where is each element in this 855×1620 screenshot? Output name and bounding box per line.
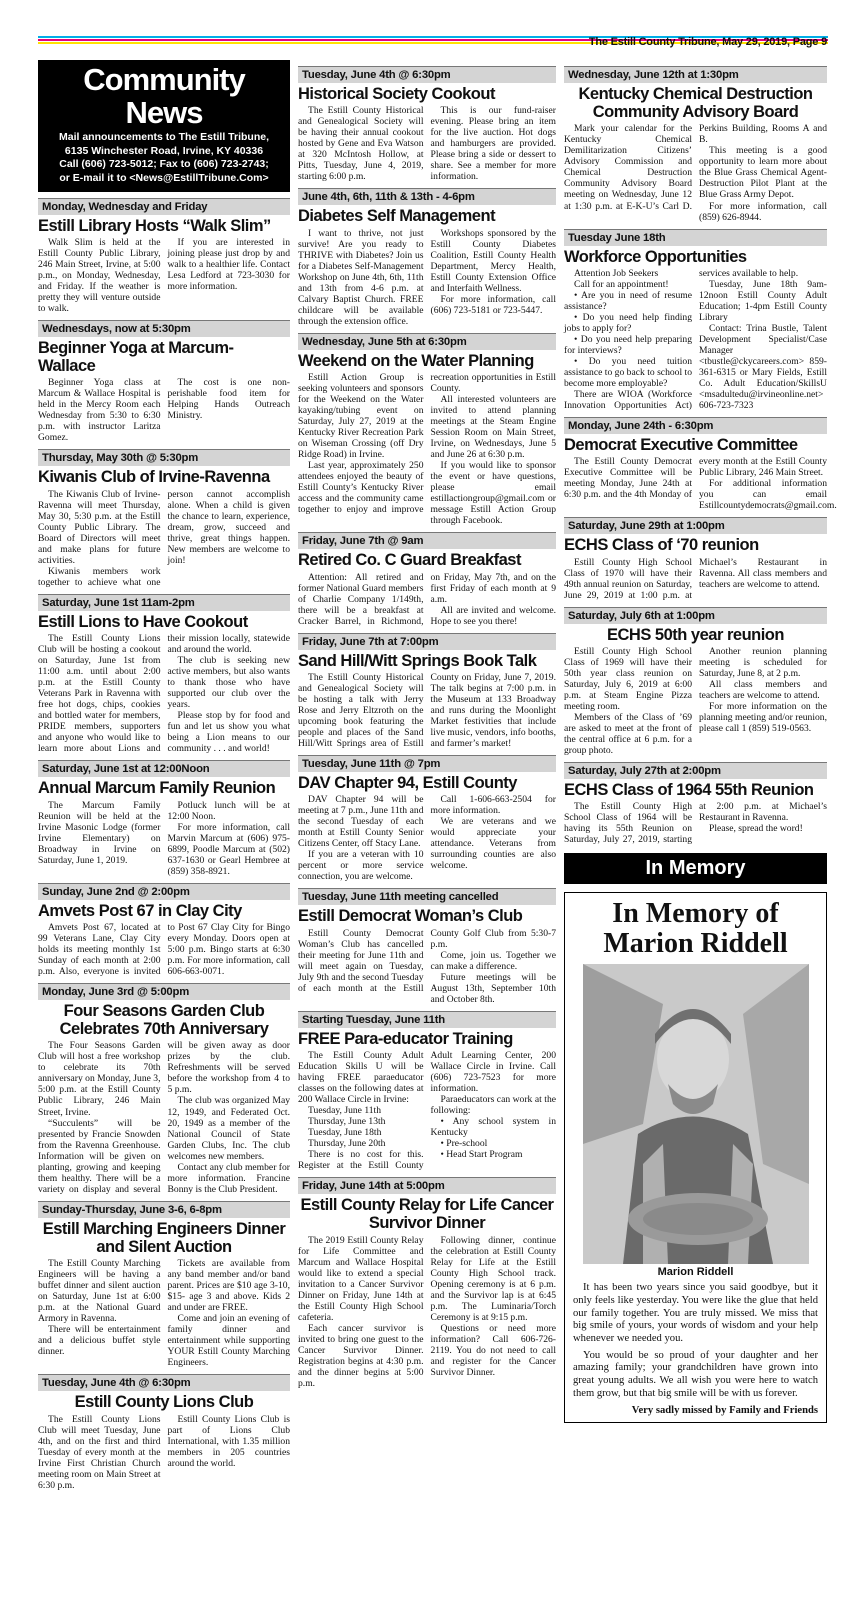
article-paragraph: The cost is one non-perishable food item for Helping Hands Outreach Ministry. [167,377,290,422]
article-headline: Workforce Opportunities [564,247,747,266]
article-headline: Retired Co. C Guard Breakfast [298,551,521,570]
article-paragraph: This is our fund-raiser evening. Please bring an item for the live auction. Hot dogs and hamburgers are provided. Please bring a side or dessert to share. See a member for more information. [430,105,556,183]
date-bar: Sunday, June 2nd @ 2:00pm [38,883,290,900]
column-2 [298,60,556,1389]
article-body [564,646,827,756]
article-paragraph: Amvets Post 67, located at 99 Veterans Lane, Clay City holds its meeting monthly 1st Sunday of each month at 2:00 p.m. Also, everyone is invited to Post 67 Clay City for Bingo every Monday. Doors open at 5:00 p.m. Bingo starts at 6:30 p.m. For more information, call 606-663-0071. [38,921,290,978]
article-paragraph: Estill County High School Class of 1969 will have their 50th year class reunion on Saturday, July 6, 2019 at 6:00 p.m. at Steam Engine Pizza meeting room. [564,645,692,712]
article-paragraph: If you are a veteran with 10 percent or more service connection, you are welcome. [298,849,424,883]
masthead-line: or E-mail it to <News@EstillTribune.Com> [59,172,269,185]
article-headline: FREE Para-educator Training [298,1029,513,1048]
article-body [298,372,556,526]
date-bar: Saturday, June 29th at 1:00pm [564,517,827,534]
article-paragraph: Come and join an evening of family dinner and entertainment while supporting YOUR Estill County Marching Engineers. [167,1313,290,1369]
article-paragraph: Estill Action Group is seeking volunteers and sponsors for the Weekend on the Water kayaking/tubing event on Saturday, July 27, 2019 at the Kentucky River Recreation Park on Wiseman Crossing (off Dry Ridge Road) in Irvine. [298,371,424,461]
article-headline: Estill Lions to Have Cookout [38,612,248,631]
article-body [38,1040,290,1194]
article-paragraph: Another reunion planning meeting is scheduled for Saturday, June 8, at 2 p.m. [699,645,827,679]
col2-articles [298,66,556,1389]
masthead-title: Community News [83,62,245,130]
article-paragraph: The Kiwanis Club of Irvine-Ravenna will meet Thursday, May 30, 5:30 p.m. at the Estill County Public Library. The Board of Directors will meet and make plans for future activities. [38,488,161,566]
article-paragraph: Beginner Yoga class at Marcum & Wallace Hospital is held in the Mercy Room each Wednesday from 5:30 to 6:30 p.m. with instructor Laritza Gomez. [38,377,161,444]
article-paragraph: Tickets are available from any band member and/or band parent. Prices are $10 age 3-10, $15- age 3 and above. Kids 2 and under are FREE. [167,1258,290,1314]
article-headline: Kiwanis Club of Irvine-Ravenna [38,468,270,487]
article-paragraph: The Estill County Adult Education Skills U will be having FREE paraeducator classes on the following dates at 200 Wallace Circle in Irvine: [298,1049,424,1106]
masthead [38,60,290,192]
article-paragraph: Call 1-606-663-2504 for more information. [430,794,556,817]
article-body [564,268,827,411]
article-paragraph: The Estill County Lions Club will meet Tuesday, June 4th, and on the first and third Tuesday of every month at the Irvine First Christian Church meeting room on Main Street at 6:30 p.m. [38,1413,161,1491]
article-paragraph: The Four Seasons Garden Club will host a free workshop to celebrate its 70th anniversary on Monday, June 3, 5:00 p.m. at the Estill County Public Library, 246 Main Street, Irvine. [38,1040,161,1118]
memorial-title-line: Marion Riddell [603,927,788,959]
article [38,320,290,443]
article-body [564,557,827,601]
article-body [298,1235,556,1389]
memorial-photo [583,964,809,1264]
article-paragraph: Potluck lunch will be at 12:00 Noon. [167,799,290,822]
article-body [564,801,827,845]
article-paragraph: “Succulents” will be presented by Francie Snowden from the Ravenna Greenhouse. Information will be given on planting, growing and keeping them healthy. There will be a variety on display and several will be given away as door prizes by the club. Refreshments will be served before the workshop from 4 to 5 p.m. [38,1040,290,1195]
article-body [38,800,290,877]
col3-articles [564,66,837,846]
page-header: The Estill County Tribune, May 29, 2019, Page 9 [588,36,827,48]
article-headline: Diabetes Self Management [298,207,496,226]
date-bar: Friday, June 7th at 7:00pm [298,633,556,650]
photo-caption: Marion Riddell [657,1266,734,1279]
article-paragraph: All class members and teachers are welcome to attend. [699,678,827,701]
article-paragraph: • Do you need help finding jobs to apply for? [564,311,692,334]
article-paragraph: Contact any club member for more information. Francine Bonny is the Club President. [167,1161,290,1195]
article-body [298,672,556,749]
article-headline: Estill Democrat Woman’s Club [298,907,523,926]
article [298,188,556,326]
masthead-line: Call (606) 723-5012; Fax to (606) 723-2743; [59,158,269,171]
date-bar: Wednesday, June 5th at 6:30pm [298,333,556,350]
article-paragraph: There are WIOA (Workforce Innovation Opportunities Act) services available to help. [564,267,799,412]
column-3 [564,60,837,1423]
date-bar: Tuesday, June 11th meeting cancelled [298,888,556,905]
date-bar: Starting Tuesday, June 11th [298,1011,556,1028]
masthead-line: 6135 Winchester Road, Irvine, KY 40336 [64,144,264,157]
article-paragraph: Tuesday, June 11th [308,1105,382,1117]
article-paragraph: For more information, call (606) 723-5181 or 723-5447. [430,293,556,316]
article-paragraph: Kiwanis members work together to achieve what one person cannot accomplish alone. When a child is given the chance to learn, experience, dream, grow, succeed and thrive, great things happen. New members are welcome to join! [38,488,290,588]
date-bar: Tuesday June 18th [564,229,827,246]
article-headline: Democrat Executive Committee [564,436,798,455]
column-1 [38,60,290,1491]
article-headline: Four Seasons Garden Club Celebrates 70th Anniversary [59,1002,269,1039]
article-paragraph: Attention Job Seekers [574,267,659,279]
memorial-title-line: In Memory of [612,898,779,930]
article-body [298,928,556,1005]
article-paragraph: Questions or need more information? Call 606-726-2119. You do not need to call and register for the Cancer Survivor Dinner. [430,1322,556,1378]
article-body [298,105,556,182]
article [564,517,827,600]
memorial-paragraph: You would be so proud of your daughter and her amazing family; your grandchildren have grown into great young adults. We all wish you were here to watch them grow, but that big smile will be with us forever. [573,1349,818,1399]
article [38,594,290,754]
article-paragraph: For more information, call Marvin Marcum at (606) 975-6899, Poodle Marcum at (502) 637-1630 or Gearl Hembree at (859) 358-8921. [167,821,290,877]
article-headline: Estill County Relay for Life Cancer Survivor Dinner [300,1196,554,1233]
article-paragraph: If you are interested in joining please just drop by and walk to a healthier life. Contact Lesa Ledford at 723-3030 for more information. [167,236,290,292]
article-body [38,1414,290,1491]
article-paragraph: Last year, approximately 250 attendees enjoyed the beauty of Estill County’s Kentucky River access and the community came together to enjoy and improve recreation opportunities in Estill County. [298,371,556,516]
date-bar: Friday, June 14th at 5:00pm [298,1177,556,1194]
date-bar: Monday, June 3rd @ 5:00pm [38,983,290,1000]
article-headline: Estill Marching Engineers Dinner and Silent Auction [42,1219,286,1256]
article-body [298,228,556,327]
article-paragraph: For more information on the planning meeting and/or reunion, please call 1 (859) 519-0563. [699,700,827,735]
article-paragraph: Tuesday, June 18th 9am-12noon Estill County Adult Education; 1-4pm Estill County Library [699,278,827,323]
col1-articles [38,198,290,1491]
article-paragraph: • Do you need help preparing for interviews? [564,333,692,356]
article-paragraph: • Are you in need of resume assistance? [564,289,692,312]
article [564,417,837,512]
article-headline: Estill County Lions Club [74,1393,254,1412]
article [298,333,556,527]
article-paragraph: There will be entertainment and a delicious buffet style dinner. [38,1324,161,1358]
article-paragraph: The Estill County Marching Engineers will be having a buffet dinner and silent auction on Saturday, June 1st at 6:00 p.m. at the National Guard Armory in Ravenna. [38,1258,161,1325]
article-paragraph: The Estill County High School Class of 1964 will be having its 55th Reunion on Saturday, July 27, 2019, starting at 2:00 p.m. at Michael’s Restaurant in Ravenna. [564,801,827,846]
date-bar: Saturday, June 1st 11am-2pm [38,594,290,611]
article [564,229,827,412]
article-paragraph: The Marcum Family Reunion will be held at the Irvine Masonic Lodge (former Irvine Elementary) on Broadway in Irvine on Saturday, June 1, 2019. [38,799,161,866]
article-paragraph: Following dinner, continue the celebration at Estill County Relay for Life at the Estill County High School track. Opening ceremony is at 6 p.m. and the Survivor lap is at 6:45 p.m. The Luminaria/Torch Ceremony is at 9:15 p.m. [430,1234,556,1323]
article-body [298,794,556,882]
article [564,607,827,756]
memorial-box [564,892,827,1422]
article [298,755,556,882]
article-paragraph: For additional information you can email Estillcountydemocrats@gmail.com. [699,478,837,512]
article-paragraph: The Estill County Historical and Genealogical Society will be hosting a talk with Jerry Rose and Jerry Eltzroth on the upcoming book featuring the people and places of the Sand Hill/Witt Springs area of Estill County on Friday, June 7, 2019. The talk begins at 7:00 p.m. in the Museum at 133 Broadway and runs during the Moonlight Market festivities that include live music, vendors, info booths, and farmer’s market! [298,671,557,749]
memorial-paragraph: It has been two years since you said goodbye, but it only feels like yesterday. You were like the glue that held our family together. You are truly missed. We miss that big smile of yours, your words of wisdom and your help whenever we needed you. [573,1282,818,1344]
date-bar: Tuesday, June 4th @ 6:30pm [38,1374,290,1391]
article [38,760,290,876]
article-body [38,922,290,977]
date-bar: Wednesday, June 12th at 1:30pm [564,66,827,83]
article-paragraph: I want to thrive, not just survive! Are you ready to THRIVE with Diabetes? Join us for a Diabetes Self-Management Workshop on June 4th, 6th, 11th and 13th from 4-6 p.m. at Calvary Baptist Church. FREE childcare will be available through the extension office. [298,227,424,327]
article [38,198,290,314]
article-headline: DAV Chapter 94, Estill County [298,774,517,793]
article-body [564,456,837,512]
date-bar: Tuesday, June 4th @ 6:30pm [298,66,556,83]
article-paragraph: If you would like to sponsor the event or have questions, please email estillactiongroup@gmail.com or message Estill Action Group through Facebook. [430,460,556,527]
article [38,883,290,977]
date-bar: Saturday, July 27th at 2:00pm [564,762,827,779]
article-paragraph: • Pre-school [440,1138,488,1150]
article [298,1177,556,1389]
article [38,983,290,1195]
article [38,449,290,587]
date-bar: Saturday, July 6th at 1:00pm [564,607,827,624]
article-paragraph: There is no cost for this. Register at the Estill County Adult Learning Center, 200 Wallace Circle in Irvine. Call (606) 723-7523 for more information. [298,1049,556,1172]
article-paragraph: Walk Slim is held at the Estill County Public Library, 246 Main Street, Irvine, at 5:00 p.m., on Monday, Wednesday, and Friday. If the weather is pretty they will venture outside to walk. [38,236,161,314]
article [298,1011,556,1171]
article-headline: Kentucky Chemical Destruction Community Advisory Board [578,85,813,122]
date-bar: Sunday-Thursday, June 3-6, 6-8pm [38,1201,290,1218]
article-paragraph: Come, join us. Together we can make a difference. [430,949,556,972]
article-headline: Sand Hill/Witt Springs Book Talk [298,651,537,670]
article-paragraph: DAV Chapter 94 will be meeting at 7 p.m., June 11th and the second Tuesday of each month at Estill County Senior Citizens Center, off Stacy Lane. [298,794,424,850]
article-paragraph: Thursday, June 20th [308,1138,386,1150]
article-paragraph: All interested volunteers are invited to attend planning meetings at the Steam Engine Session Room on Main Street, Irvine, on Wednesdays, June 5 and June 26 at 6:30 p.m. [430,393,556,461]
article-headline: ECHS Class of ‘70 reunion [564,536,759,555]
article-paragraph: The 2019 Estill County Relay for Life Committee and Marcum and Wallace Hospital would like to extend a special invitation to a Cancer Survivor Dinner on Friday, June 14th at the Estill County High School cafeteria. [298,1234,424,1323]
article [298,66,556,182]
article-paragraph: We are veterans and we would appreciate your attendance. Veterans from surrounding counties are also welcome. [430,816,556,872]
article-body [38,633,290,754]
article-paragraph: Call for an appointment! [574,278,669,290]
in-memory-banner: In Memory [564,853,827,884]
article-body [564,123,827,222]
article-paragraph: Estill County Democrat Woman’s Club has cancelled their meeting for June 11th and will meet again on Tuesday, July 9th and the second Tuesday of each month at the Estill County Golf Club from 5:30-7 p.m. [298,927,556,994]
article-paragraph: For more information, call (859) 626-8944. [699,200,827,223]
article [38,1201,290,1369]
memorial-signature: Very sadly missed by Family and Friends [631,1404,818,1416]
article-paragraph: • Any school system in Kentucky [430,1116,556,1139]
article-paragraph: Estill County Lions Club is part of Lions Club International, with 1.35 million members in 205 countries around the world. [167,1413,290,1469]
article-paragraph: Estill County High School Class of 1970 will have their 49th annual reunion on Saturday, June 29, 2019 at 1:00 p.m. at Michael’s Restaurant in Ravenna. All class members and teachers are welcome to attend. [564,556,827,601]
article-body [298,1050,556,1171]
date-bar: June 4th, 6th, 11th & 13th - 4-6pm [298,188,556,205]
masthead-line: Mail announcements to The Estill Tribune, [58,131,270,144]
article-headline: Beginner Yoga at Marcum-Wallace [38,339,234,376]
masthead-contact [42,131,286,186]
date-bar: Monday, June 24th - 6:30pm [564,417,827,434]
article-paragraph: This meeting is a good opportunity to learn more about the Blue Grass Chemical Agent-Destruction Pilot Plant at the Blue Grass Army Depot. [699,145,827,201]
article-paragraph: Future meetings will be August 13th, September 10th and October 8th. [430,971,556,1005]
article [298,532,556,626]
date-bar: Monday, Wednesday and Friday [38,198,290,215]
article-paragraph: Please stop by for food and fun and let us show you what being a Lion means to our community . . . and world! [167,710,290,755]
date-bar: Wednesdays, now at 5:30pm [38,320,290,337]
article-paragraph: Members of the Class of ’69 are asked to meet at the front of the central office at 6 p.m. for a group photo. [564,712,692,757]
article-paragraph: Thursday, June 13th [308,1116,386,1128]
article-body [298,572,556,627]
article-paragraph: The Estill County Lions Club will be hosting a cookout on Saturday, June 1st from 11:00 a.m. until about 2:00 p.m. at the Estill County Veterans Park in Ravenna with free hot dogs, chips, cookies and bottled water for members, PRIDE members, supporters and anyone who would like to learn more about Lions and their mission locally, statewide and around the world. [38,633,290,755]
article [298,888,556,1004]
article-paragraph: Each cancer survivor is invited to bring one guest to the Cancer Survivor Dinner. Registration begins at 4:30 p.m. and the dinner begins at 5:00 p.m. [298,1322,424,1389]
article-paragraph: Contact: Trina Bustle, Talent Development Specialist/Case Manager <tbustle@ckycareers.com> 859-361-6315 or Mary Fields, Estill Co. Adult Education/SkillsU <msadultedu@irvineonline.net> 606-723-7323 [699,322,827,412]
article [298,633,556,749]
article [564,762,827,845]
article-paragraph: Please, spread the word! [709,823,803,835]
date-bar: Thursday, May 30th @ 5:30pm [38,449,290,466]
article-paragraph: Tuesday, June 18th [308,1127,382,1139]
portrait-illustration [583,964,809,1264]
article-paragraph: • Head Start Program [440,1149,523,1161]
article-paragraph: The club was organized May 12, 1949, and Federated Oct. 20, 1949 as a member of the National Council of State Garden Clubs, Inc. The club welcomes new members. [167,1095,290,1162]
article-headline: ECHS 50th year reunion [607,625,784,644]
article-paragraph: The club is seeking new active members, but also wants to thank those who have supported our club over the years. [167,655,290,711]
article-paragraph: All are invited and welcome. Hope to see you there! [430,604,556,627]
article-headline: Annual Marcum Family Reunion [38,779,276,798]
article-headline: ECHS Class of 1964 55th Reunion [564,781,814,800]
article-headline: Estill Library Hosts “Walk Slim” [38,216,271,235]
article-paragraph: Paraeducators can work at the following: [430,1094,556,1117]
article-body [38,489,290,588]
article-paragraph: Workshops sponsored by the Estill County Diabetes Coalition, Estill County Health Department, Mercy Health, Estill County Extension Office and Interfaith Wellness. [430,227,556,294]
article-paragraph: The Estill County Democrat Executive Committee will be meeting Monday, June 24th at 6:30 p.m. and the 4th Monday of every month at the Estill County Public Library, 246 Main Street. [564,456,827,501]
article-paragraph: The Estill County Historical and Genealogical Society will be having their annual cookout hosted by Gene and Eva Watson at 320 McIntosh Hollow, at Pitts, Tuesday, June 4, 2019, starting 6:00 p.m. [298,105,424,183]
article-paragraph: Mark your calendar for the Kentucky Chemical Demilitarization Citizens’ Advisory Commission and Chemical Destruction Community Advisory Board meeting on Wednesday, June 12 at 1:30 p.m. at E-K-U’s Carl D. Perkins Building, Rooms A and B. [564,123,827,212]
article-headline: Weekend on the Water Planning [298,351,534,370]
date-bar: Saturday, June 1st at 12:00Noon [38,760,290,777]
article-headline: Historical Society Cookout [298,85,495,103]
memorial-title [573,899,818,958]
article-body [38,1258,290,1368]
article [38,1374,290,1490]
article-headline: Amvets Post 67 in Clay City [38,901,242,920]
date-bar: Tuesday, June 11th @ 7pm [298,755,556,772]
date-bar: Friday, June 7th @ 9am [298,532,556,549]
article [564,66,827,223]
article-paragraph: • Do you need tuition assistance to go back to school to become more employable? [564,355,692,390]
article-body [38,377,290,443]
article-paragraph: Attention: All retired and former National Guard members of Charlie Company 1/149th, there will be a breakfast at Cracker Barrel, in Richmond, on Friday, May 7th, and on the first Friday of each month at 9 a.m. [298,571,556,627]
article-body [38,237,290,314]
